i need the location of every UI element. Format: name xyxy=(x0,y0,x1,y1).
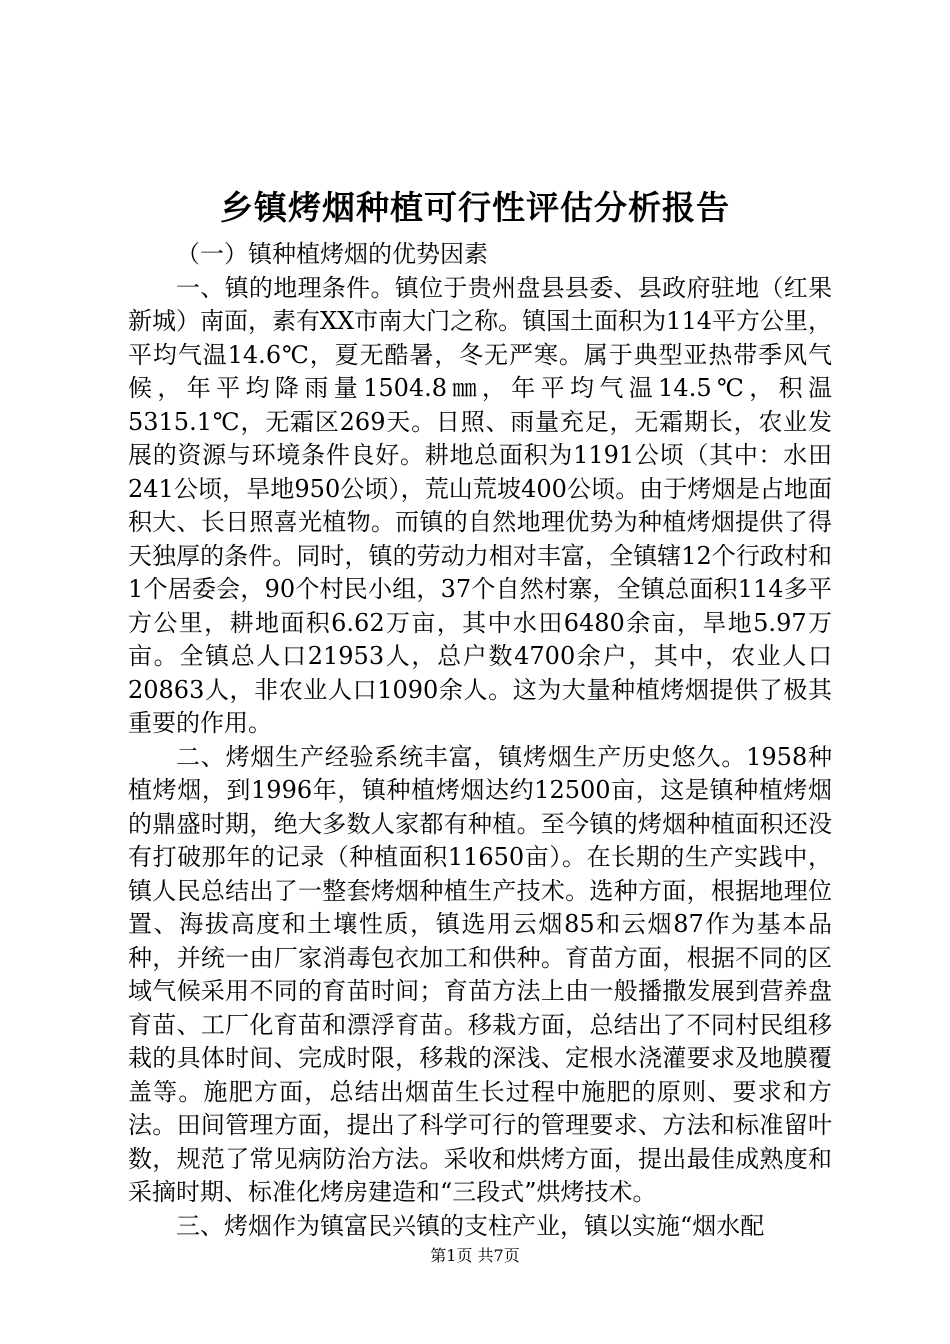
page-number: 第1页 共7页 xyxy=(430,1246,520,1265)
paragraph-geography: 一、镇的地理条件。镇位于贵州盘县县委、县政府驻地（红果新城）南面，素有XX市南大门之称。镇国土面积为114平方公里，平均气温14.6℃，夏无酷暑，冬无严寒。属于典型亚热带季风气候，年平均降雨量1504.8㎜，年平均气温14.5℃，积温5315.1℃，无霜区269天。日照、雨量充足，无霜期长，农业发展的资源与环境条件良好。耕地总面积为1191公顷（其中：水田241公顷，旱地950公顷），荒山荒坡400公顷。由于烤烟是占地面积大、长日照喜光植物。而镇的自然地理优势为种植烤烟提供了得天独厚的条件。同时，镇的劳动力相对丰富，全镇辖12个行政村和1个居委会，90个村民小组，37个自然村寨，全镇总面积114多平方公里，耕地面积6.62万亩，其中水田6480余亩，旱地5.97万亩。全镇总人口21953人，总户数4700余户，其中，农业人口20863人，非农业人口1090余人。这为大量种植烤烟提供了极其重要的作用。 xyxy=(128,273,832,737)
paragraph-pillar-industry: 三、烤烟作为镇富民兴镇的支柱产业，镇以实施“烟水配 xyxy=(176,1211,765,1240)
paragraph-experience: 二、烤烟生产经验系统丰富，镇烤烟生产历史悠久。1958种植烤烟，到1996年，镇种植烤烟达约12500亩，这是镇种植烤烟的鼎盛时期，绝大多数人家都有种植。至今镇的烤烟种植面积还没有打破那年的记录（种植面积11650亩）。在长期的生产实践中，镇人民总结出了一整套烤烟种植生产技术。选种方面，根据地理位置、海拔高度和土壤性质，镇选用云烟85和云烟87作为基本品种，并统一由厂家消毒包衣加工和供种。育苗方面，根据不同的区域气候采用不同的育苗时间；育苗方法上由一般播撒发展到营养盘育苗、工厂化育苗和漂浮育苗。移栽方面，总结出了不同村民组移栽的具体时间、完成时限，移栽的深浅、定根水浇灌要求及地膜覆盖等。施肥方面，总结出烟苗生长过程中施肥的原则、要求和方法。田间管理方面，提出了科学可行的管理要求、方法和标准留叶数，规范了常见病防治方法。采收和烘烤方面，提出最佳成熟度和采摘时期、标准化烤房建造和“三段式”烘烤技术。 xyxy=(128,742,832,1206)
document-title: 乡镇烤烟种植可行性评估分析报告 xyxy=(220,188,730,227)
section-heading: （一）镇种植烤烟的优势因素 xyxy=(176,240,488,268)
document-body xyxy=(128,238,832,1243)
